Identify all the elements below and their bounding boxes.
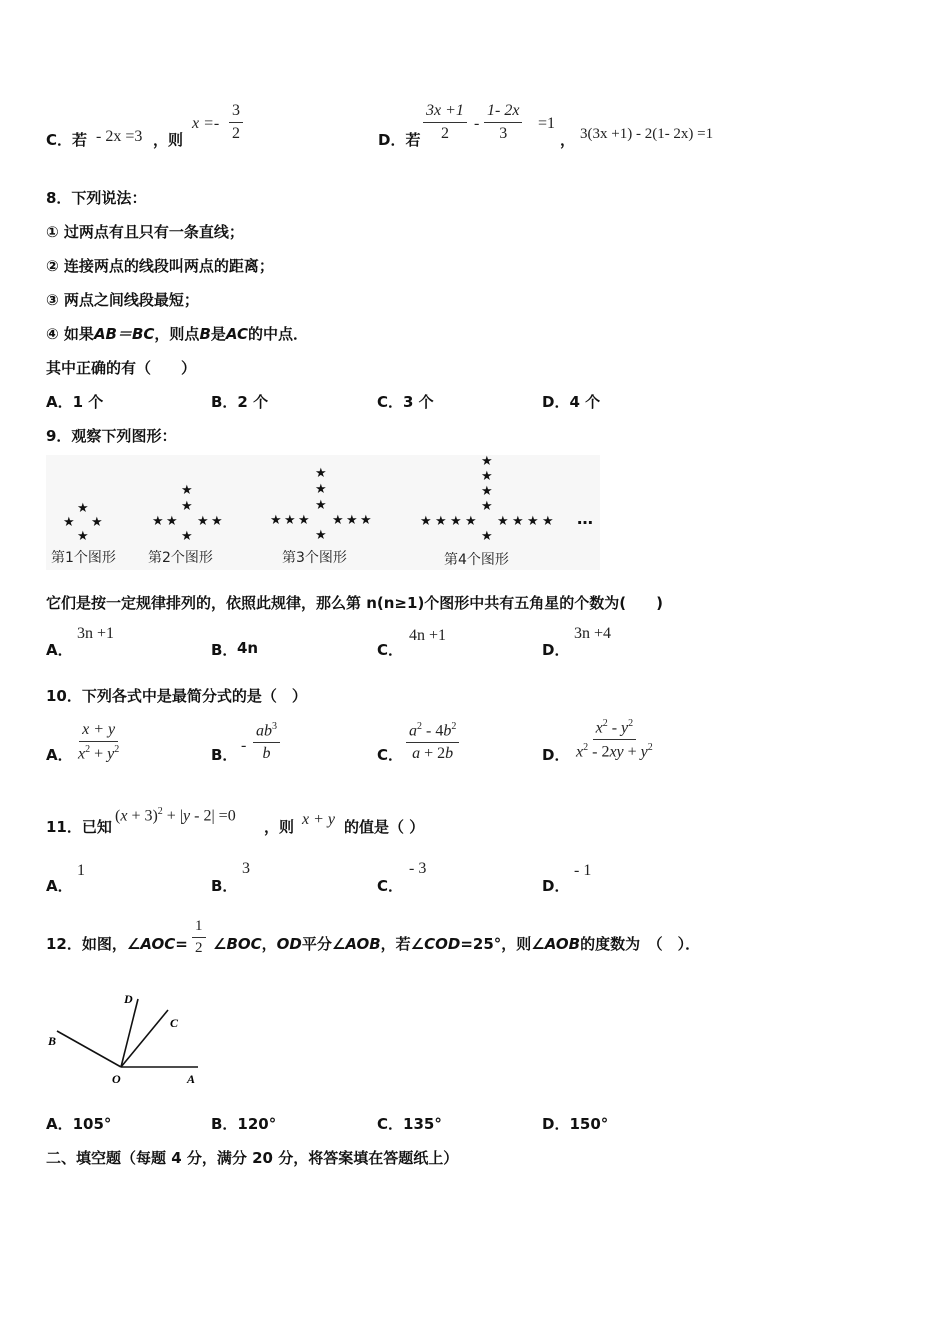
q11-option-d-label: D． [542,877,570,895]
q8-option-c: C．3 个 [377,393,434,411]
q7-option-c-x: x =- [192,115,220,132]
star-icon: ★ [481,529,493,544]
q8-item-4 [46,323,308,344]
star-icon: ★ [481,484,493,499]
q11-ask: 的值是（ ） [344,818,425,836]
q10-option-b-label: B． [211,746,238,764]
q9-ellipsis: … [577,509,593,528]
q10-option-d-fraction: $\frac{x^2 - y^2}{x^2 - 2xy + y^2}$ [576,718,653,761]
q11-option-a-label: A． [46,877,73,895]
q12-eq: = [175,935,188,953]
q7-option-d-fraction-1 [423,102,467,143]
q11-suffix: ，则 [264,818,295,836]
q11-option-d-value: - 1 [574,862,592,879]
star-icon: ★ [181,529,193,544]
q9-option-a-label: A． [46,641,73,659]
q8-item-2: ② 连接两点的线段叫两点的距离； [46,257,274,275]
q9-option-b-value: 4n [237,639,259,657]
q9-option-c-value: 4n +1 [409,627,447,644]
star-icon: ★ [315,466,327,481]
fraction-numerator: 3x +1 [423,102,467,123]
q12-half-fraction [192,918,206,957]
star-icon: ★ [181,499,193,514]
q12-aob2: AOB [544,935,581,953]
star-icon: ★ [315,528,327,543]
q12-then: ，则∠ [501,935,545,953]
q11-option-c-value: - 3 [409,860,427,877]
star-icon: ★ [63,515,75,530]
fraction-denominator: 3 [499,125,508,142]
point-label-d: D [124,992,133,1006]
q9-option-d-label: D． [542,641,570,659]
q7-option-d-equals: =1 [538,115,556,132]
q12-od: OD [276,935,302,953]
q8-item-4-b: B [199,325,211,343]
q9-caption-3: 第3个图形 [282,550,347,566]
q7-option-d-minus: - [474,115,480,132]
q9-caption-2: 第2个图形 [148,550,213,566]
q12-aoc: AOC [140,935,176,953]
q12-question-rest [213,933,700,954]
q10-option-b-fraction: $\frac{ab^3}{b}$ [253,721,280,763]
section-2-title: 二、填空题（每题 4 分，满分 20 分，将答案填在答题纸上） [46,1149,459,1167]
star-icon: ★ [91,515,103,530]
q8-item-4-ac: AC [225,325,249,343]
star-icon: ★ [420,514,432,529]
q11-condition: $(x + 3)^2 + |y - 2| =0$ [115,806,236,825]
q9-question: 它们是按一定规律排列的，依照此规律，那么第 n(n≥1)个图形中共有五角星的个数为( ) [46,594,664,612]
q8-option-b: B．2 个 [211,393,269,411]
q9-star-figures [46,455,600,570]
q10-option-c-fraction: $\frac{a^2 - 4b^2}{a + 2b}$ [406,721,459,763]
q7-option-d-label: D．若 [378,131,421,149]
q12-ask: 的度数为 （ ）． [580,935,701,953]
star-icon: ★ [360,513,372,528]
q7-option-c-equation: - 2x =3 [96,128,143,145]
star-icon: ★ [270,513,282,528]
q9-option-a-value: 3n +1 [77,625,115,642]
q9-title: 9．观察下列图形： [46,427,177,445]
q12-question [46,933,188,954]
q9-caption-1: 第1个图形 [51,550,116,566]
star-icon: ★ [152,514,164,529]
q8-item-4-end: 的中点． [248,325,309,343]
star-icon: ★ [77,529,89,544]
q10-option-a-label: A． [46,746,73,764]
star-icon: ★ [77,501,89,516]
q11-option-a-value: 1 [77,862,85,879]
q12-bisect: 平分∠ [301,935,346,953]
q7-option-c-then: ，则 [153,131,184,149]
star-icon: ★ [481,454,493,469]
q12-cod: COD [424,935,461,953]
q12-cod-val: =25° [460,935,502,953]
q10-option-d-label: D． [542,746,570,764]
star-icon: ★ [481,469,493,484]
star-icon: ★ [435,514,447,529]
star-icon: ★ [298,513,310,528]
q8-option-d: D．4 个 [542,393,601,411]
q8-item-4-eq: AB＝BC [93,325,155,343]
star-icon: ★ [465,514,477,529]
fraction-numerator: 3 [229,102,243,123]
star-icon: ★ [166,514,178,529]
star-icon: ★ [332,513,344,528]
q11-option-b-label: B． [211,877,238,895]
ray-ob [57,1031,121,1067]
q12-option-a: A．105° [46,1115,112,1133]
q11-option-b-value: 3 [242,860,250,877]
star-icon: ★ [542,514,554,529]
fraction-numerator: 1 [192,918,206,938]
q8-option-a: A．1 个 [46,393,104,411]
q9-option-d-value: 3n +4 [574,625,612,642]
fraction-denominator: 2 [440,125,449,142]
q12-option-d: D．150° [542,1115,609,1133]
fraction-numerator: 1- 2x [484,102,522,123]
q12-prefix: 12．如图，∠ [46,935,141,953]
q8-item-1: ① 过两点有且只有一条直线； [46,223,244,241]
star-icon: ★ [527,514,539,529]
q9-option-c-label: C． [377,641,404,659]
q8-title: 8．下列说法： [46,189,147,207]
point-label-c: C [170,1016,179,1030]
q8-item-3: ③ 两点之间线段最短； [46,291,199,309]
star-icon: ★ [512,514,524,529]
q7-option-d-result: 3(3x +1) - 2(1- 2x) =1 [580,126,714,142]
q11-xy: x + y [302,811,335,828]
q7-option-c-label: C．若 [46,131,88,149]
star-icon: ★ [481,499,493,514]
fraction-denominator: 2 [232,125,240,142]
q12-option-b: B．120° [211,1115,277,1133]
q12-boc: BOC [226,935,262,953]
star-icon: ★ [211,514,223,529]
point-label-o: O [112,1072,121,1086]
q11-prefix: 11．已知 [46,818,112,836]
star-icon: ★ [315,498,327,513]
q10-option-b-sign: - [241,737,247,754]
q10-title: 10．下列各式中是最简分式的是（ ） [46,687,307,705]
star-icon: ★ [284,513,296,528]
q12-angle: ∠ [213,935,227,953]
star-icon: ★ [181,483,193,498]
star-icon: ★ [315,482,327,497]
star-icon: ★ [197,514,209,529]
q10-option-c-label: C． [377,746,404,764]
star-icon: ★ [346,513,358,528]
q8-question: 其中正确的有（ ） [46,359,197,377]
q12-aob: AOB [345,935,381,953]
point-label-b: B [48,1034,57,1048]
q7-option-c-fraction [229,102,243,143]
fraction-denominator: 2 [195,940,203,956]
q12-comma: ， [261,935,277,953]
star-icon: ★ [497,514,509,529]
q12-if: ，若∠ [380,935,425,953]
point-label-a: A [187,1072,196,1086]
q8-item-4-pre: ④ 如果 [46,325,94,343]
q8-item-4-mid: ，则点 [154,325,200,343]
q9-option-b-label: B． [211,641,238,659]
q12-angle-diagram [40,985,210,1090]
q7-option-d-comma: ， [560,131,576,149]
q9-caption-4: 第4个图形 [444,552,509,568]
q10-option-a-fraction: $\frac{x + y}{x^2 + y^2}$ [78,721,120,763]
q7-option-d-fraction-2 [484,102,522,143]
star-icon: ★ [450,514,462,529]
q11-option-c-label: C． [377,877,404,895]
q8-item-4-is: 是 [210,325,226,343]
q12-option-c: C．135° [377,1115,442,1133]
